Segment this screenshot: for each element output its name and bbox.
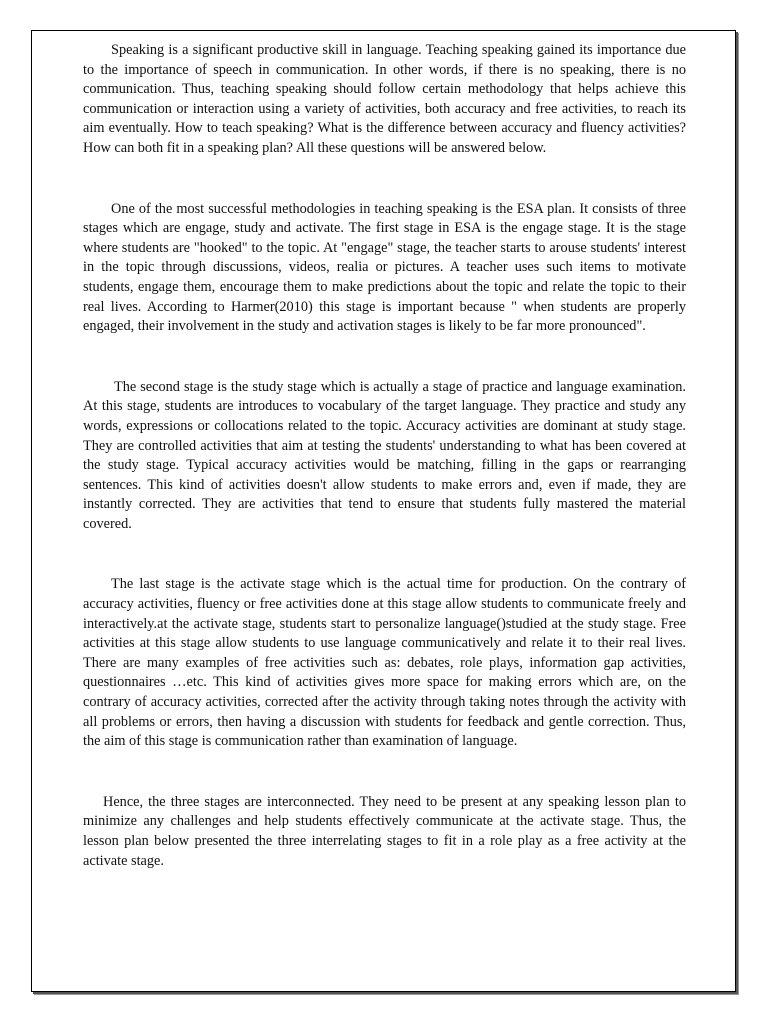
paragraph-esa-engage: One of the most successful methodologies in teaching speaking is the ESA plan. It consists of three stages which are engage, study and activate. The first stage in ESA is the engage stage. It is the stage where students are "hooked" to the topic. At "engage" stage, the teacher starts to arouse students' interest in the topic through discussions, videos, realia or pictures. A teacher uses such items to motivate students, engage them, encourage them to make predictions about the topic and relate the topic to their real lives. According to Harmer(2010) this stage is important because " when students are properly engaged, their involvement in the study and activation stages is likely to be far more pronounced". <box>83 200 686 335</box>
paragraph-study-stage: The second stage is the study stage which is actually a stage of practice and language examination. At this stage, students are introduces to vocabulary of the target language. They practice and study any words, expressions or collocations related to the topic. Accuracy activities are dominant at study stage. They are controlled activities that aim at testing the students' understanding to what has been covered at the study stage. Typical accuracy activities would be matching, filling in the gaps or rearranging sentences. This kind of activities doesn't allow students to make errors and, even if made, they are instantly corrected. They are activities that tend to ensure that students fully mastered the material covered. <box>83 378 686 532</box>
paragraph-conclusion: Hence, the three stages are interconnected. They need to be present at any speaking lesson plan to minimize any challenges and help students effectively communicate at the activate stage. Thus, the lesson plan below presented the three interrelating stages to fit in a role play as a free activity at the activate stage. <box>83 793 686 869</box>
paragraph-intro: Speaking is a significant productive skill in language. Teaching speaking gained its importance due to the importance of speech in communication. In other words, if there is no speaking, there is no communication. Thus, teaching speaking should follow certain methodology that helps achieve this communication or interaction using a variety of activities, both accuracy and free activities, to reach its aim eventually. How to teach speaking? What is the difference between accuracy and fluency activities? How can both fit in a speaking plan? All these questions will be answered below. <box>83 42 686 156</box>
document-body <box>83 41 686 871</box>
paragraph-activate-stage: The last stage is the activate stage which is the actual time for production. On the contrary of accuracy activities, fluency or free activities done at this stage allow students to communicate freely and interactively.at the activate stage, students start to personalize language()studied at the study stage. Free activities at this stage allow students to use language communicatively and relate it to their real lives. There are many examples of free activities such as: debates, role plays, information gap activities, questionnaires …etc. This kind of activities gives more space for making errors which are, on the contrary of accuracy activities, corrected after the activity through taking notes through the activity with all problems or errors, then having a discussion with students for feedback and gentle correction. Thus, the aim of this stage is communication rather than examination of language. <box>83 576 686 750</box>
